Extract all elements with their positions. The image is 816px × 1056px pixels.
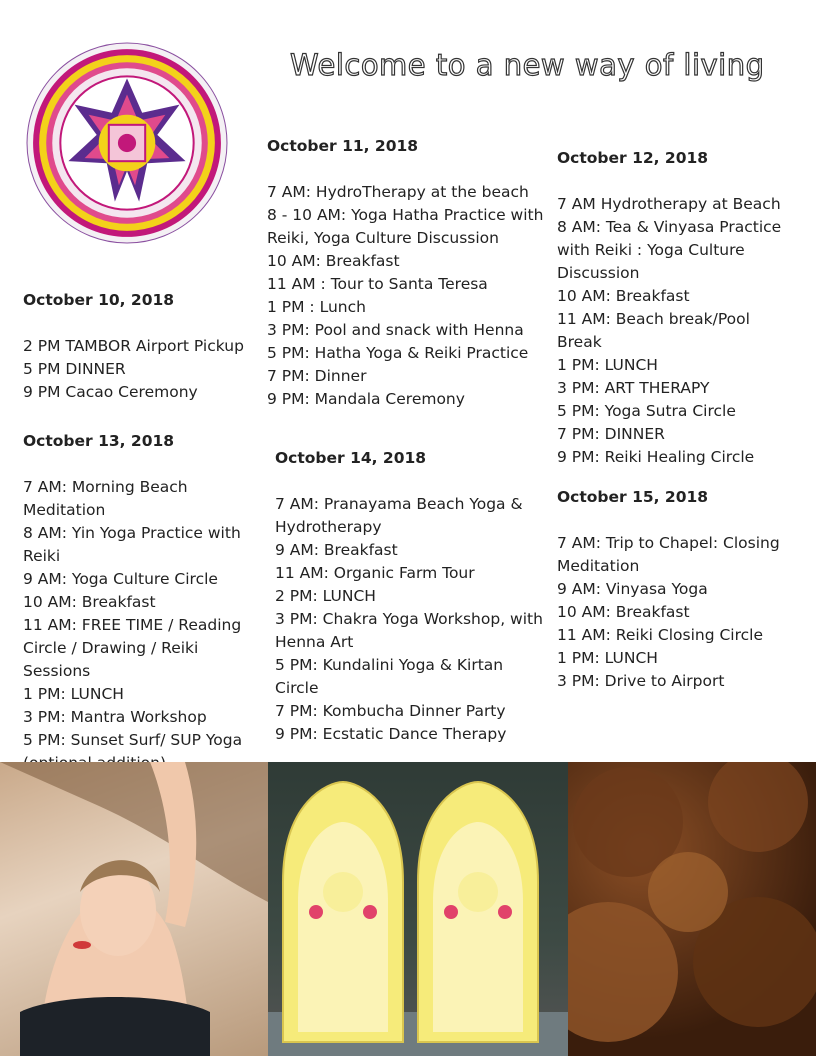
page-title: Welcome to a new way of living [290,48,765,82]
event-item: 5 PM: Yoga Sutra Circle [557,402,736,420]
day-date: October 14, 2018 [275,449,427,467]
day-date: October 11, 2018 [267,137,419,155]
event-item: 2 PM: LUNCH [275,587,376,605]
event-item: 8 AM: Yin Yoga Practice with Reiki [23,524,241,565]
event-item: 10 AM: Breakfast [557,603,690,621]
event-item: 8 - 10 AM: Yoga Hatha Practice with Reiki, Yoga Culture Discussion [267,206,544,247]
event-item: 9 AM: Vinyasa Yoga [557,580,708,598]
event-item: 9 PM: Mandala Ceremony [267,390,465,408]
day-date: October 13, 2018 [23,432,175,450]
event-item: 10 AM: Breakfast [267,252,400,270]
event-item: 11 AM : Tour to Santa Teresa [267,275,488,293]
deity-statues-photo [268,762,568,1056]
event-item: 11 AM: Organic Farm Tour [275,564,475,582]
day-block-oct-13 [23,430,268,775]
day-block-oct-14 [275,447,545,746]
event-item: 7 AM: Pranayama Beach Yoga & Hydrotherapy [275,495,523,536]
day-date: October 12, 2018 [557,149,709,167]
day-block-oct-12 [557,147,797,469]
day-block-oct-11 [267,135,547,411]
event-list [23,335,263,404]
event-item: 1 PM: LUNCH [557,356,658,374]
event-item: 8 AM: Tea & Vinyasa Practice with Reiki : Yoga Culture Discussion [557,218,782,282]
event-list [557,532,797,693]
day-block-oct-10 [23,289,263,404]
event-item: 3 PM: Mantra Workshop [23,708,207,726]
mandala-logo [26,42,228,244]
event-item: 5 PM: Hatha Yoga & Reiki Practice [267,344,529,362]
event-item: 7 AM: HydroTherapy at the beach [267,183,529,201]
day-date: October 10, 2018 [23,291,175,309]
event-item: 5 PM DINNER [23,360,126,378]
event-item: 9 PM: Reiki Healing Circle [557,448,755,466]
rudraksha-beads-photo [568,762,816,1056]
event-list [557,193,797,469]
event-item: 7 AM: Trip to Chapel: Closing Meditation [557,534,780,575]
day-date: October 15, 2018 [557,488,709,506]
event-item: 3 PM: ART THERAPY [557,379,710,397]
event-list [267,181,547,411]
event-item: 11 AM: Reiki Closing Circle [557,626,764,644]
event-item: 1 PM: LUNCH [557,649,658,667]
event-item: 9 AM: Yoga Culture Circle [23,570,218,588]
event-item: 9 PM Cacao Ceremony [23,383,198,401]
event-item: 11 AM: Beach break/Pool Break [557,310,750,351]
event-item: 3 PM: Pool and snack with Henna [267,321,524,339]
day-block-oct-15 [557,486,797,693]
event-item: 9 AM: Breakfast [275,541,398,559]
event-item: 1 PM : Lunch [267,298,366,316]
event-item: 3 PM: Drive to Airport [557,672,725,690]
event-item: 9 PM: Ecstatic Dance Therapy [275,725,507,743]
yoga-woman-photo [0,762,268,1056]
event-item: 7 AM Hydrotherapy at Beach [557,195,781,213]
event-item: 5 PM: Sunset Surf/ SUP Yoga [23,731,243,749]
event-item: 10 AM: Breakfast [23,593,156,611]
event-item: 2 PM TAMBOR Airport Pickup [23,337,244,355]
event-item: 7 PM: Dinner [267,367,367,385]
event-list [275,493,545,746]
event-item: 1 PM: LUNCH [23,685,124,703]
event-item: 7 AM: Morning Beach Meditation [23,478,188,519]
event-item: 10 AM: Breakfast [557,287,690,305]
event-item: 7 PM: Kombucha Dinner Party [275,702,506,720]
event-item: 11 AM: FREE TIME / Reading Circle / Drawing / Reiki Sessions [23,616,242,680]
event-list [23,476,268,775]
event-item: 3 PM: Chakra Yoga Workshop, with Henna Art [275,610,543,651]
event-item: 5 PM: Kundalini Yoga & Kirtan Circle [275,656,504,697]
event-item: 7 PM: DINNER [557,425,665,443]
